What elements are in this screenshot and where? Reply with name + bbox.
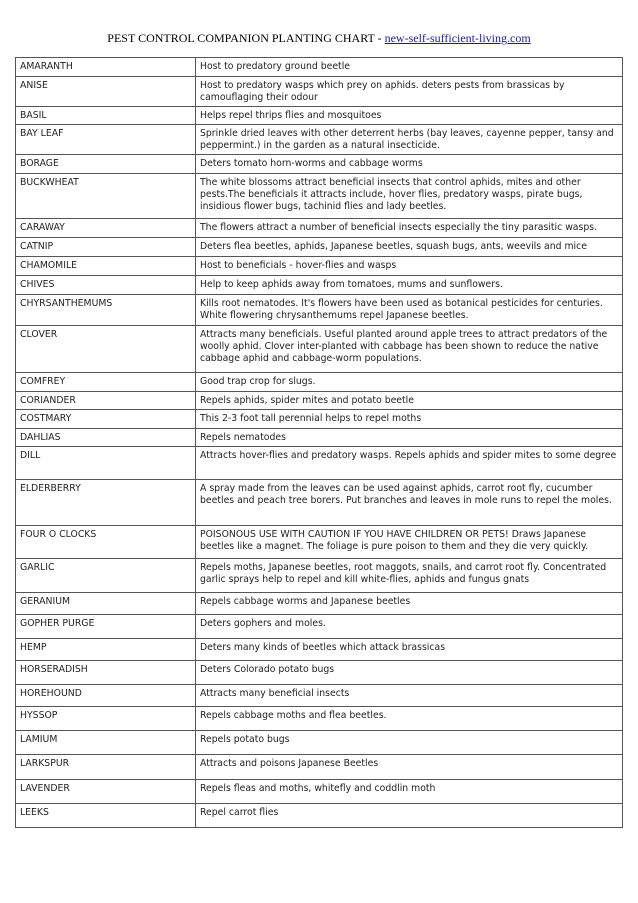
- site-link[interactable]: new-self-sufficient-living.com: [384, 31, 531, 45]
- table-row: [16, 125, 623, 155]
- table-row: [16, 373, 623, 392]
- plant-name-cell: ANISE: [16, 77, 196, 107]
- plant-name-cell: ELDERBERRY: [16, 480, 196, 526]
- pest-control-info-cell: Repels nematodes: [196, 429, 623, 447]
- plant-name-cell: HOREHOUND: [16, 685, 196, 707]
- pest-control-info-cell: Repels cabbage worms and Japanese beetles: [196, 593, 623, 615]
- table-row: [16, 326, 623, 373]
- pest-control-info-cell: Host to predatory wasps which prey on aphids. deters pests from brassicas by camouflaging their odour: [196, 77, 623, 107]
- pest-control-info-cell: Repels fleas and moths, whitefly and coddlin moth: [196, 780, 623, 804]
- table-row: [16, 155, 623, 174]
- table-row: [16, 77, 623, 107]
- table-row: [16, 58, 623, 77]
- plant-name-cell: GERANIUM: [16, 593, 196, 615]
- pest-control-info-cell: Deters Colorado potato bugs: [196, 661, 623, 685]
- plant-name-cell: HORSERADISH: [16, 661, 196, 685]
- pest-control-info-cell: Attracts hover-flies and predatory wasps. Repels aphids and spider mites to some degree: [196, 447, 623, 480]
- table-row: [16, 238, 623, 257]
- table-row: [16, 615, 623, 639]
- pest-control-info-cell: Attracts and poisons Japanese Beetles: [196, 755, 623, 780]
- pest-control-info-cell: Repels aphids, spider mites and potato beetle: [196, 392, 623, 410]
- pest-control-info-cell: Attracts many beneficial insects: [196, 685, 623, 707]
- table-row: [16, 107, 623, 125]
- title-text: PEST CONTROL COMPANION PLANTING CHART -: [107, 31, 385, 45]
- table-row: [16, 295, 623, 326]
- plant-name-cell: CARAWAY: [16, 219, 196, 238]
- table-body: [16, 58, 623, 828]
- table-row: [16, 685, 623, 707]
- plant-name-cell: DILL: [16, 447, 196, 480]
- plant-name-cell: BAY LEAF: [16, 125, 196, 155]
- plant-name-cell: LAVENDER: [16, 780, 196, 804]
- plant-name-cell: CHIVES: [16, 276, 196, 295]
- table-row: [16, 526, 623, 559]
- table-row: [16, 780, 623, 804]
- pest-control-info-cell: Deters gophers and moles.: [196, 615, 623, 639]
- plant-name-cell: LARKSPUR: [16, 755, 196, 780]
- pest-control-info-cell: Deters many kinds of beetles which attack brassicas: [196, 639, 623, 661]
- plant-name-cell: AMARANTH: [16, 58, 196, 77]
- table-row: [16, 661, 623, 685]
- companion-planting-table: [15, 57, 623, 828]
- plant-name-cell: CATNIP: [16, 238, 196, 257]
- pest-control-info-cell: Host to predatory ground beetle: [196, 58, 623, 77]
- table-row: [16, 639, 623, 661]
- pest-control-info-cell: The white blossoms attract beneficial insects that control aphids, mites and other pests.The beneficials it attracts include, hover flies, predatory wasps, pirate bugs, insidious flower bugs, tachinid flies and lady beetles.: [196, 174, 623, 219]
- pest-control-info-cell: Help to keep aphids away from tomatoes, mums and sunflowers.: [196, 276, 623, 295]
- table-row: [16, 707, 623, 731]
- pest-control-info-cell: A spray made from the leaves can be used against aphids, carrot root fly, cucumber beetles and peach tree borers. Put branches and leaves in mole runs to repel the moles.: [196, 480, 623, 526]
- pest-control-info-cell: Deters tomato horn-worms and cabbage worms: [196, 155, 623, 174]
- page-title: [0, 31, 638, 46]
- pest-control-info-cell: Repels cabbage moths and flea beetles.: [196, 707, 623, 731]
- pest-control-info-cell: Repels moths, Japanese beetles, root maggots, snails, and carrot root fly. Concentrated garlic sprays help to repel and kill white-flies, aphids and fungus gnats: [196, 559, 623, 593]
- plant-name-cell: CORIANDER: [16, 392, 196, 410]
- pest-control-info-cell: The flowers attract a number of beneficial insects especially the tiny parasitic wasps.: [196, 219, 623, 238]
- plant-name-cell: CLOVER: [16, 326, 196, 373]
- plant-name-cell: BORAGE: [16, 155, 196, 174]
- pest-control-info-cell: Helps repel thrips flies and mosquitoes: [196, 107, 623, 125]
- table-row: [16, 559, 623, 593]
- plant-name-cell: BUCKWHEAT: [16, 174, 196, 219]
- table-row: [16, 593, 623, 615]
- plant-name-cell: BASIL: [16, 107, 196, 125]
- plant-name-cell: CHYRSANTHEMUMS: [16, 295, 196, 326]
- plant-name-cell: LAMIUM: [16, 731, 196, 755]
- plant-name-cell: CHAMOMILE: [16, 257, 196, 276]
- pest-control-info-cell: Good trap crop for slugs.: [196, 373, 623, 392]
- table-row: [16, 276, 623, 295]
- plant-name-cell: HYSSOP: [16, 707, 196, 731]
- pest-control-info-cell: Repels potato bugs: [196, 731, 623, 755]
- pest-control-info-cell: This 2-3 foot tall perennial helps to repel moths: [196, 410, 623, 429]
- pest-control-info-cell: Deters flea beetles, aphids, Japanese beetles, squash bugs, ants, weevils and mice: [196, 238, 623, 257]
- plant-name-cell: LEEKS: [16, 804, 196, 828]
- table-row: [16, 480, 623, 526]
- table-row: [16, 804, 623, 828]
- table-row: [16, 392, 623, 410]
- pest-control-info-cell: POISONOUS USE WITH CAUTION IF YOU HAVE CHILDREN OR PETS! Draws Japanese beetles like a magnet. The foliage is pure poison to them and they die very quickly.: [196, 526, 623, 559]
- plant-name-cell: HEMP: [16, 639, 196, 661]
- plant-name-cell: COMFREY: [16, 373, 196, 392]
- plant-name-cell: GARLIC: [16, 559, 196, 593]
- table-row: [16, 174, 623, 219]
- table-row: [16, 410, 623, 429]
- table-row: [16, 219, 623, 238]
- pest-control-info-cell: Attracts many beneficials. Useful planted around apple trees to attract predators of the woolly aphid. Clover inter-planted with cabbage has been shown to reduce the native cabbage aphid and cabbage-worm populations.: [196, 326, 623, 373]
- table-row: [16, 257, 623, 276]
- plant-name-cell: DAHLIAS: [16, 429, 196, 447]
- pest-control-info-cell: Kills root nematodes. It's flowers have been used as botanical pesticides for centuries. White flowering chrysanthemums repel Japanese beetles.: [196, 295, 623, 326]
- table-row: [16, 429, 623, 447]
- plant-name-cell: GOPHER PURGE: [16, 615, 196, 639]
- table-row: [16, 731, 623, 755]
- pest-control-info-cell: Sprinkle dried leaves with other deterrent herbs (bay leaves, cayenne pepper, tansy and peppermint.) in the garden as a natural insecticide.: [196, 125, 623, 155]
- plant-name-cell: FOUR O CLOCKS: [16, 526, 196, 559]
- table-row: [16, 447, 623, 480]
- table-row: [16, 755, 623, 780]
- plant-name-cell: COSTMARY: [16, 410, 196, 429]
- pest-control-info-cell: Repel carrot flies: [196, 804, 623, 828]
- pest-control-info-cell: Host to beneficials - hover-flies and wasps: [196, 257, 623, 276]
